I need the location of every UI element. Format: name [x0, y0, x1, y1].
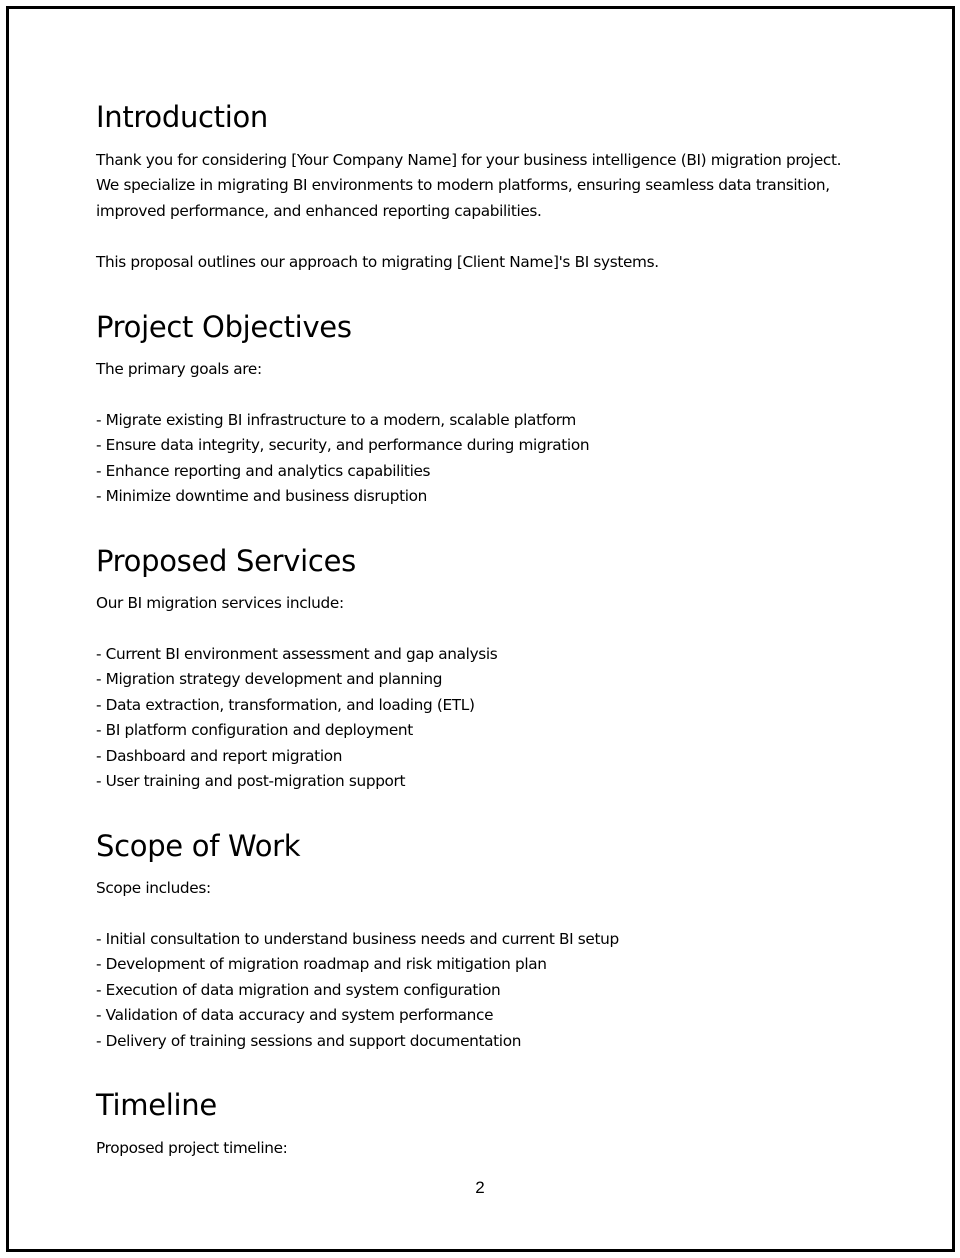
services-list: [96, 642, 497, 794]
list-item: - Validation of data accuracy and system performance: [96, 1006, 494, 1025]
objectives-list: [96, 408, 589, 510]
heading-introduction: Introduction: [96, 100, 269, 134]
list-item: - Execution of data migration and system configuration: [96, 980, 501, 999]
scope-list: [96, 927, 619, 1054]
intro-paragraph-line-2: We specialize in migrating BI environments to modern platforms, ensuring seamless data transition,: [96, 176, 830, 194]
timeline-intro: Proposed project timeline:: [96, 1139, 288, 1157]
list-item: - Migrate existing BI infrastructure to a modern, scalable platform: [96, 411, 576, 429]
list-item: - BI platform configuration and deployment: [96, 721, 413, 740]
scope-intro: Scope includes:: [96, 879, 211, 897]
heading-proposed-services: Proposed Services: [96, 544, 356, 578]
list-item: - Initial consultation to understand business needs and current BI setup: [96, 930, 619, 948]
intro-paragraph-line-3: improved performance, and enhanced reporting capabilities.: [96, 202, 542, 220]
objectives-intro: The primary goals are:: [96, 360, 262, 378]
list-item: - Migration strategy development and planning: [96, 670, 443, 689]
heading-scope-of-work: Scope of Work: [96, 829, 301, 863]
intro-proposal-paragraph: This proposal outlines our approach to migrating [Client Name]'s BI systems.: [96, 253, 659, 271]
list-item: - Delivery of training sessions and support documentation: [96, 1031, 522, 1050]
list-item: - Current BI environment assessment and gap analysis: [96, 645, 498, 663]
services-intro: Our BI migration services include:: [96, 594, 344, 612]
list-item: - Development of migration roadmap and risk mitigation plan: [96, 955, 547, 974]
heading-timeline: Timeline: [96, 1088, 217, 1122]
intro-paragraph-line-1: Thank you for considering [Your Company Name] for your business intelligence (BI) migration project.: [96, 151, 842, 169]
page-number: 2: [475, 1178, 485, 1197]
list-item: - User training and post-migration support: [96, 772, 406, 791]
list-item: - Enhance reporting and analytics capabilities: [96, 461, 431, 480]
list-item: - Minimize downtime and business disruption: [96, 487, 427, 506]
list-item: - Data extraction, transformation, and loading (ETL): [96, 695, 475, 714]
list-item: - Ensure data integrity, security, and performance during migration: [96, 436, 590, 455]
heading-project-objectives: Project Objectives: [96, 310, 352, 344]
list-item: - Dashboard and report migration: [96, 746, 343, 765]
